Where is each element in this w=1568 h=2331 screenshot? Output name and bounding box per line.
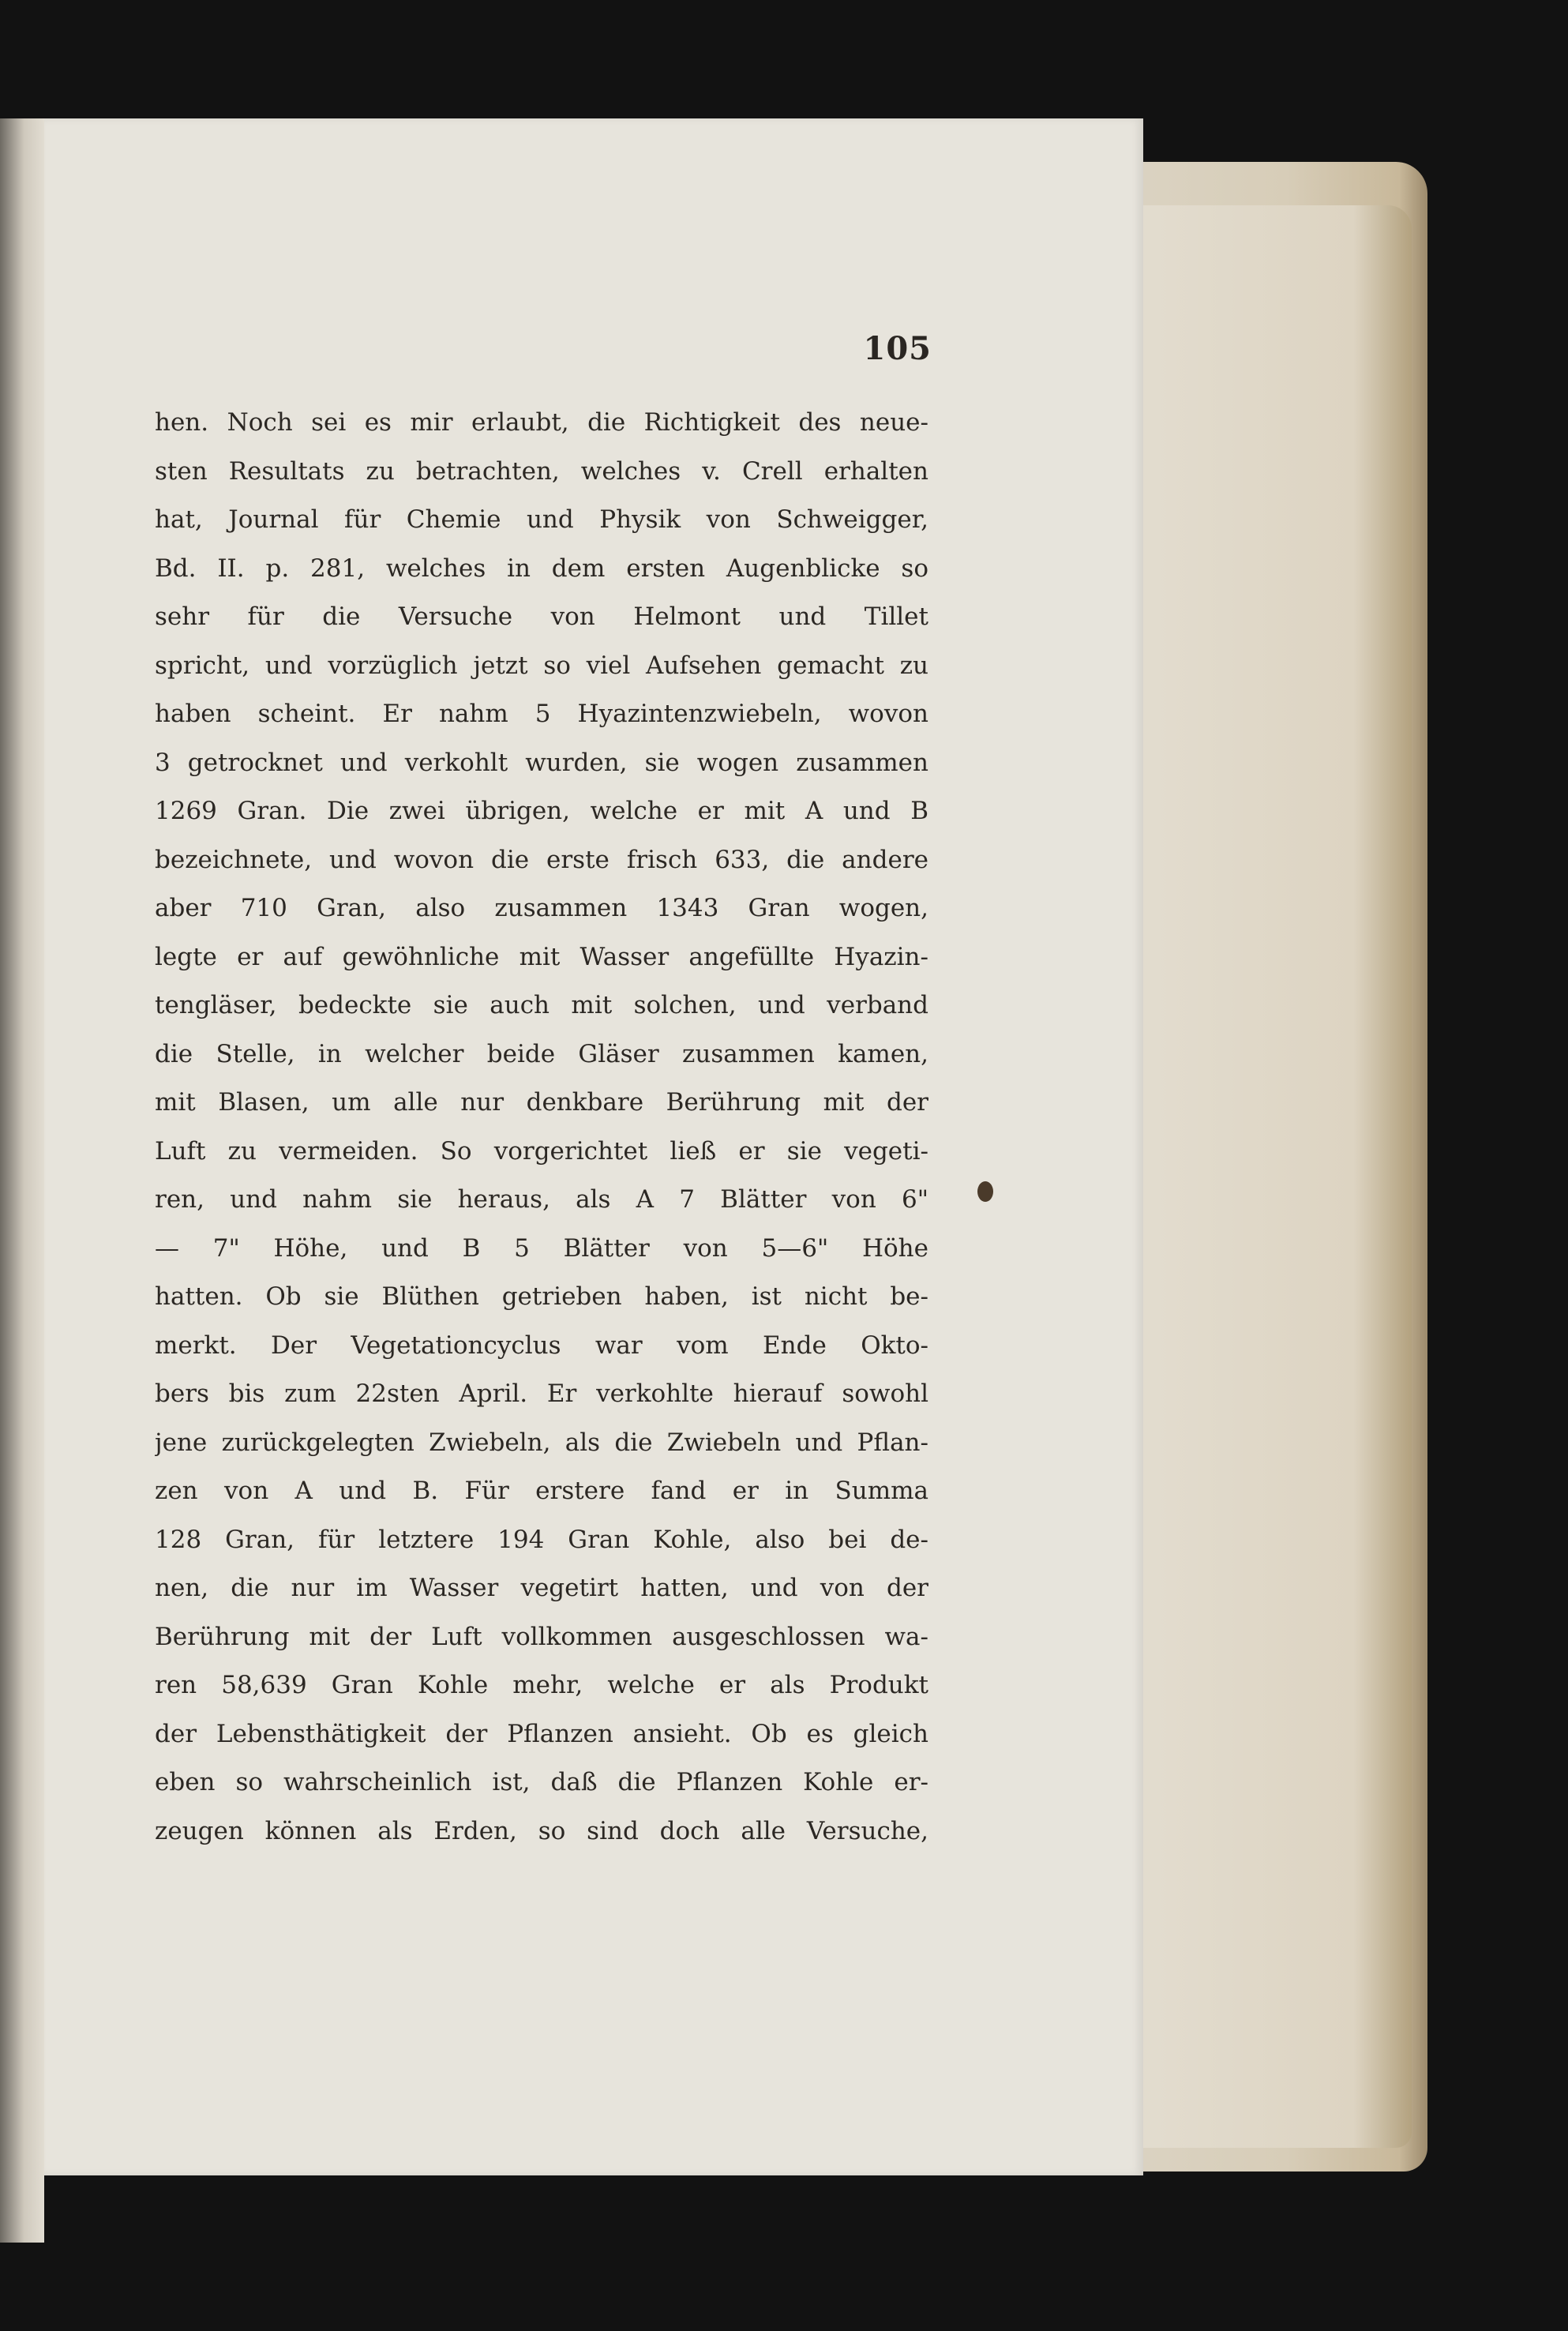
text-line: ren 58,639 Gran Kohle mehr, welche er als Produkt xyxy=(155,1671,928,1699)
text-line: haben scheint. Er nahm 5 Hyazintenzwiebeln, wovon xyxy=(155,700,928,728)
text-line: eben so wahrscheinlich ist, daß die Pflanzen Kohle er- xyxy=(155,1768,928,1796)
ink-blot xyxy=(977,1181,993,1202)
text-line: bers bis zum 22sten April. Er verkohlte hierauf sowohl xyxy=(155,1379,928,1408)
text-line: merkt. Der Vegetationcyclus war vom Ende Okto- xyxy=(155,1331,928,1360)
text-line: die Stelle, in welcher beide Gläser zusammen kamen, xyxy=(155,1039,928,1068)
text-line: — 7" Höhe, und B 5 Blätter von 5—6" Höhe xyxy=(155,1233,928,1263)
text-line: legte er auf gewöhnliche mit Wasser angefüllte Hyazin- xyxy=(155,942,928,971)
facing-page-edge xyxy=(0,118,44,2243)
text-line: hat, Journal für Chemie und Physik von Schweigger, xyxy=(155,505,928,534)
text-line: zen von A und B. Für erstere fand er in Summa xyxy=(155,1477,928,1505)
page-number: 105 xyxy=(863,330,932,367)
text-line: spricht, und vorzüglich jetzt so viel Aufsehen gemacht zu xyxy=(155,651,928,680)
text-line: jene zurückgelegten Zwiebeln, als die Zwiebeln und Pflan- xyxy=(155,1428,928,1457)
text-line: Luft zu vermeiden. So vorgerichtet ließ er sie vegeti- xyxy=(155,1136,928,1166)
text-line: hen. Noch sei es mir erlaubt, die Richtigkeit des neue- xyxy=(155,408,928,437)
text-line: aber 710 Gran, also zusammen 1343 Gran wogen, xyxy=(155,894,928,922)
text-line: ren, und nahm sie heraus, als A 7 Blätter von 6" xyxy=(155,1185,928,1214)
text-line: sehr für die Versuche von Helmont und Tillet xyxy=(155,602,928,631)
page-text xyxy=(155,399,928,1856)
text-line: 128 Gran, für letztere 194 Gran Kohle, also bei de- xyxy=(155,1525,928,1554)
text-line: 1269 Gran. Die zwei übrigen, welche er mit A und B xyxy=(155,797,928,825)
back-leaf-edge-inner xyxy=(1121,205,1412,2148)
text-line: sten Resultats zu betrachten, welches v. Crell erhalten xyxy=(155,456,928,486)
text-line: Bd. II. p. 281, welches in dem ersten Augenblicke so xyxy=(155,554,928,583)
text-line: hatten. Ob sie Blüthen getrieben haben, ist nicht be- xyxy=(155,1282,928,1311)
text-line: tengläser, bedeckte sie auch mit solchen, und verband xyxy=(155,991,928,1019)
text-line: nen, die nur im Wasser vegetirt hatten, und von der xyxy=(155,1574,928,1602)
text-line: bezeichnete, und wovon die erste frisch 633, die andere xyxy=(155,845,928,874)
text-line: zeugen können als Erden, so sind doch alle Versuche, xyxy=(155,1816,928,1845)
text-line: der Lebensthätigkeit der Pflanzen ansieht. Ob es gleich xyxy=(155,1719,928,1748)
text-line: Berührung mit der Luft vollkommen ausgeschlossen wa- xyxy=(155,1622,928,1651)
text-line: mit Blasen, um alle nur denkbare Berührung mit der xyxy=(155,1088,928,1117)
text-line: 3 getrocknet und verkohlt wurden, sie wogen zusammen xyxy=(155,748,928,777)
